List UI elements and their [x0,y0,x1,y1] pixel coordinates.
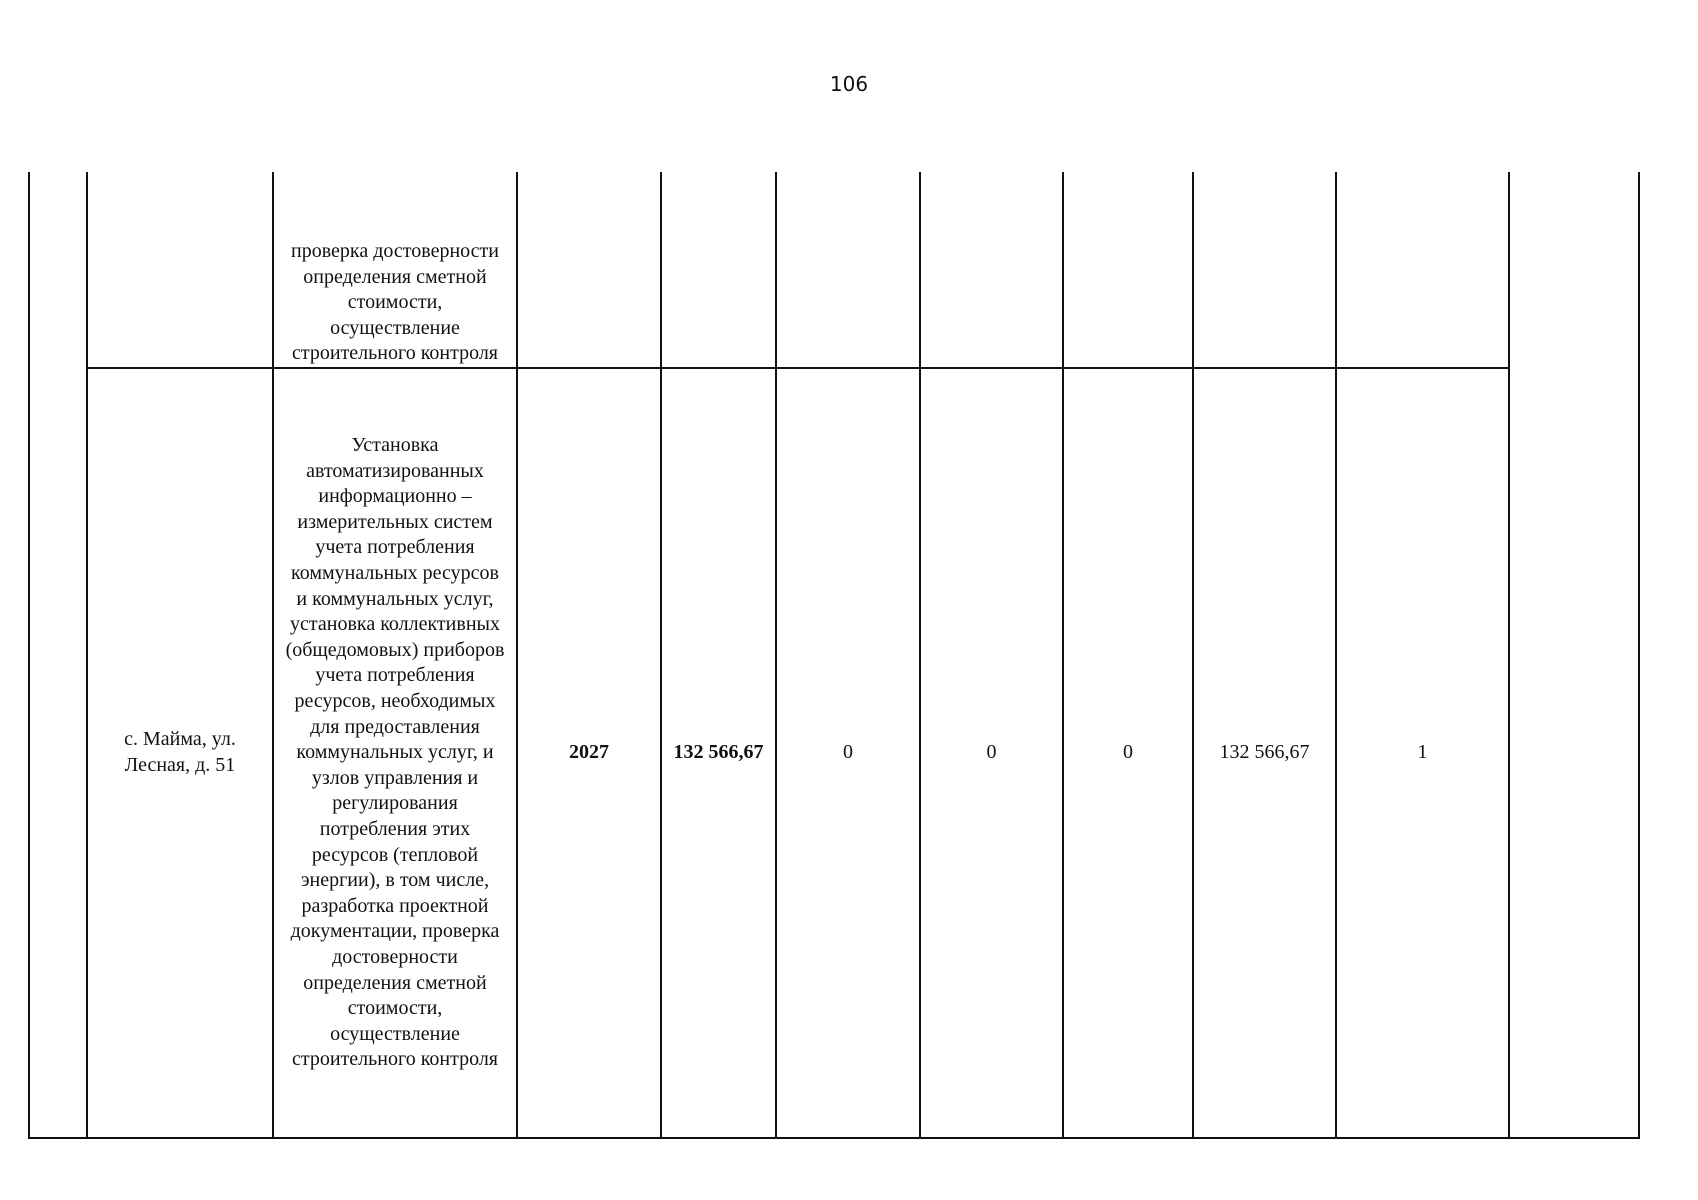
value-cell [1063,172,1193,368]
value-cell: 132 566,67 [1193,368,1336,1138]
value-cell [1193,172,1336,368]
address-cell [87,172,273,368]
year-cell [517,172,661,368]
table-row [29,172,1639,368]
value-cell [776,172,920,368]
value-cell: 0 [1063,368,1193,1138]
total-cost-cell: 132 566,67 [661,368,776,1138]
page-number: 106 [829,72,869,96]
work-description-cell: проверка достоверности определения сметной стоимости, осуществление строительного контроля [273,172,517,368]
value-cell: 0 [920,368,1063,1138]
row-number-cell [29,172,87,1138]
year-cell: 2027 [517,368,661,1138]
last-column-cell [1509,172,1639,1138]
work-description-cell: Установка автоматизированных информационно – измерительных систем учета потребления коммунальных ресурсов и коммунальных услуг, установка коллективных (общедомовых) приборов учета потребления ресурсов, необходимых для предоставления коммунальных услуг, и узлов управления и регулирования потребления этих ресурсов (тепловой энергии), в том числе, разработка проектной документации, проверка достоверности определения сметной стоимости, осуществление строительного контроля [273,368,517,1138]
value-cell: 0 [776,368,920,1138]
value-cell [1336,172,1509,368]
value-cell [920,172,1063,368]
program-table [28,172,1640,1139]
total-cost-cell [661,172,776,368]
table-row [29,368,1639,1138]
value-cell: 1 [1336,368,1509,1138]
address-cell: с. Майма, ул. Лесная, д. 51 [87,368,273,1138]
